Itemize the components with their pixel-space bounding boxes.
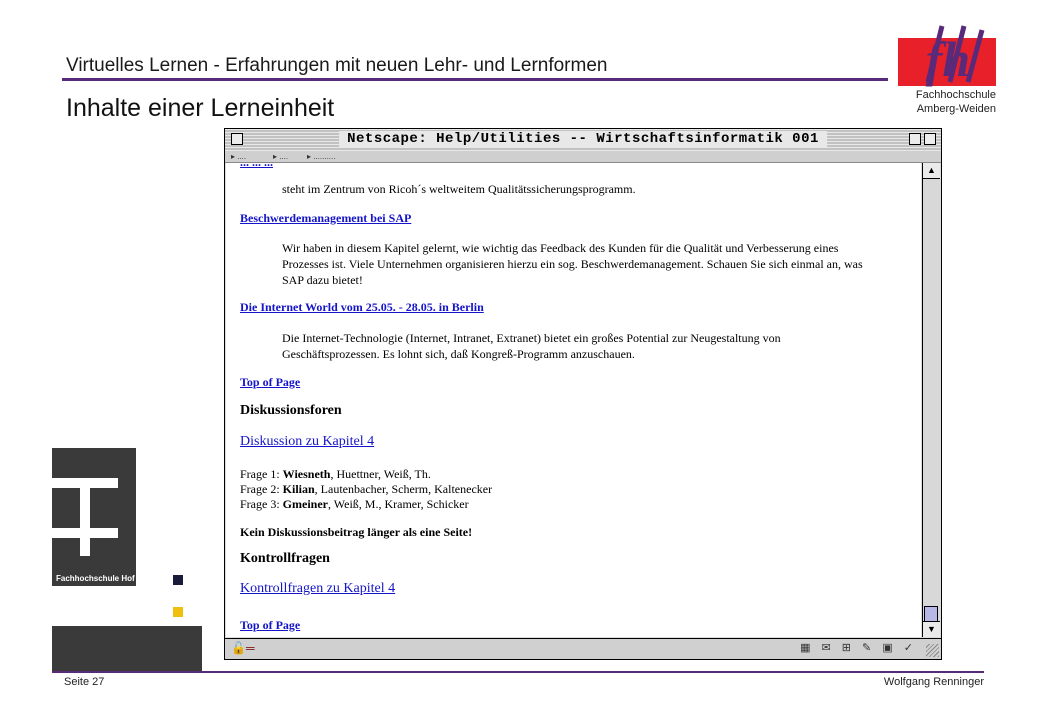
toolbar-tabs[interactable]: [225, 151, 941, 163]
question-rest: , Lautenbacher, Scherm, Kaltenecker: [314, 482, 493, 496]
link-top-of-page[interactable]: Top of Page: [240, 618, 301, 632]
question-lead: Kilian: [282, 482, 315, 496]
paragraph-internet-technologie: Die Internet-Technologie (Internet, Intranet, Extranet) bietet ein großes Potential zur Neugestaltung von Geschäftsprozessen. Es lohnt sich, daß Kongreß-Programm anzuschauen.: [282, 331, 781, 361]
fh-hof-logo: [52, 448, 136, 586]
question-rest: , Huettner, Weiß, Th.: [330, 467, 431, 481]
logo-caption: Fachhochschule Hof: [56, 574, 135, 583]
question-label: Frage 2:: [240, 482, 283, 496]
svg-text:fh: fh: [925, 31, 971, 87]
author-name: Wolfgang Renninger: [883, 676, 984, 688]
logo-stroke: [52, 478, 118, 488]
vertical-scrollbar[interactable]: [922, 163, 940, 637]
resize-grip-icon[interactable]: [926, 644, 939, 657]
link-diskussion-kapitel-4[interactable]: Diskussion zu Kapitel 4: [240, 434, 375, 449]
logo-stroke: [80, 538, 90, 556]
decorative-bar: [52, 626, 202, 672]
link-top-of-page[interactable]: Top of Page: [240, 375, 301, 389]
heading-diskussionsforen: Diskussionsforen: [240, 403, 342, 418]
question-line: [240, 497, 469, 512]
institution-name: [916, 88, 996, 116]
notice-text: Kein Diskussionsbeitrag länger als eine Seite!: [240, 525, 473, 539]
question-line: [240, 467, 431, 482]
paragraph-ricoh: steht im Zentrum von Ricoh´s weltweitem Qualitätssicherungsprogramm.: [282, 182, 636, 196]
page-number: Seite 27: [64, 676, 105, 688]
title-divider: [62, 78, 888, 81]
link-internet-world[interactable]: Die Internet World vom 25.05. - 28.05. in Berlin: [240, 300, 484, 314]
window-titlebar[interactable]: [225, 129, 941, 152]
collapse-box-icon[interactable]: [924, 133, 936, 145]
paragraph-sap: Wir haben in diesem Kapitel gelernt, wie wichtig das Feedback des Kunden für die Qualität und Verbesserung eines Prozesses ist. Viele Unternehmen organisieren hierzu ein sog. Beschwerdemanagement. Schauen Sie sich einmal an, was SAP dazu bietet!: [282, 241, 863, 287]
toolbar-tab-2[interactable]: ▸ ....: [273, 152, 289, 161]
window-title: Netscape: Help/Utilities -- Wirtschaftsinformatik 001: [339, 131, 827, 147]
link-kontrollfragen-kapitel-4[interactable]: Kontrollfragen zu Kapitel 4: [240, 581, 396, 596]
browser-window[interactable]: [224, 128, 942, 660]
zoom-box-icon[interactable]: [909, 133, 921, 145]
close-box-icon[interactable]: [231, 133, 243, 145]
link-beschwerdemanagement[interactable]: Beschwerdemanagement bei SAP: [240, 211, 412, 225]
slide-subtitle: Inhalte einer Lerneinheit: [66, 94, 335, 122]
fh-amberg-weiden-logo: [898, 24, 996, 86]
lock-icon[interactable]: 🔓═: [231, 641, 255, 655]
question-lead: Wiesneth: [282, 467, 331, 481]
navy-square: [173, 575, 183, 585]
arrow-up-icon[interactable]: ▲: [923, 163, 940, 179]
slide-title: Virtuelles Lernen - Erfahrungen mit neuen Lehr- und Lernformen: [66, 55, 608, 76]
link-cut-off[interactable]: ... ... ...: [240, 155, 273, 169]
question-label: Frage 1:: [240, 467, 283, 481]
institution-line-2: Amberg-Weiden: [916, 103, 996, 115]
component-bar[interactable]: ▦ ✉ ⊞ ✎ ▣ ✓: [800, 642, 917, 654]
page-content: [226, 155, 921, 637]
yellow-square: [173, 607, 183, 617]
question-label: Frage 3:: [240, 497, 283, 511]
institution-line-1: Fachhochschule: [915, 89, 996, 101]
question-lead: Gmeiner: [282, 497, 328, 511]
toolbar-tab-1[interactable]: ▸ ....: [231, 152, 247, 161]
status-bar: [225, 638, 941, 659]
logo-stroke: [52, 528, 118, 538]
toolbar-tab-3[interactable]: ▸ ..........: [307, 152, 336, 161]
question-rest: , Weiß, M., Kramer, Schicker: [327, 497, 469, 511]
footer-divider: [52, 671, 984, 673]
heading-kontrollfragen: Kontrollfragen: [240, 551, 330, 566]
arrow-down-icon[interactable]: ▼: [923, 621, 940, 637]
question-line: [240, 482, 492, 497]
logo-stroke: [80, 488, 90, 528]
